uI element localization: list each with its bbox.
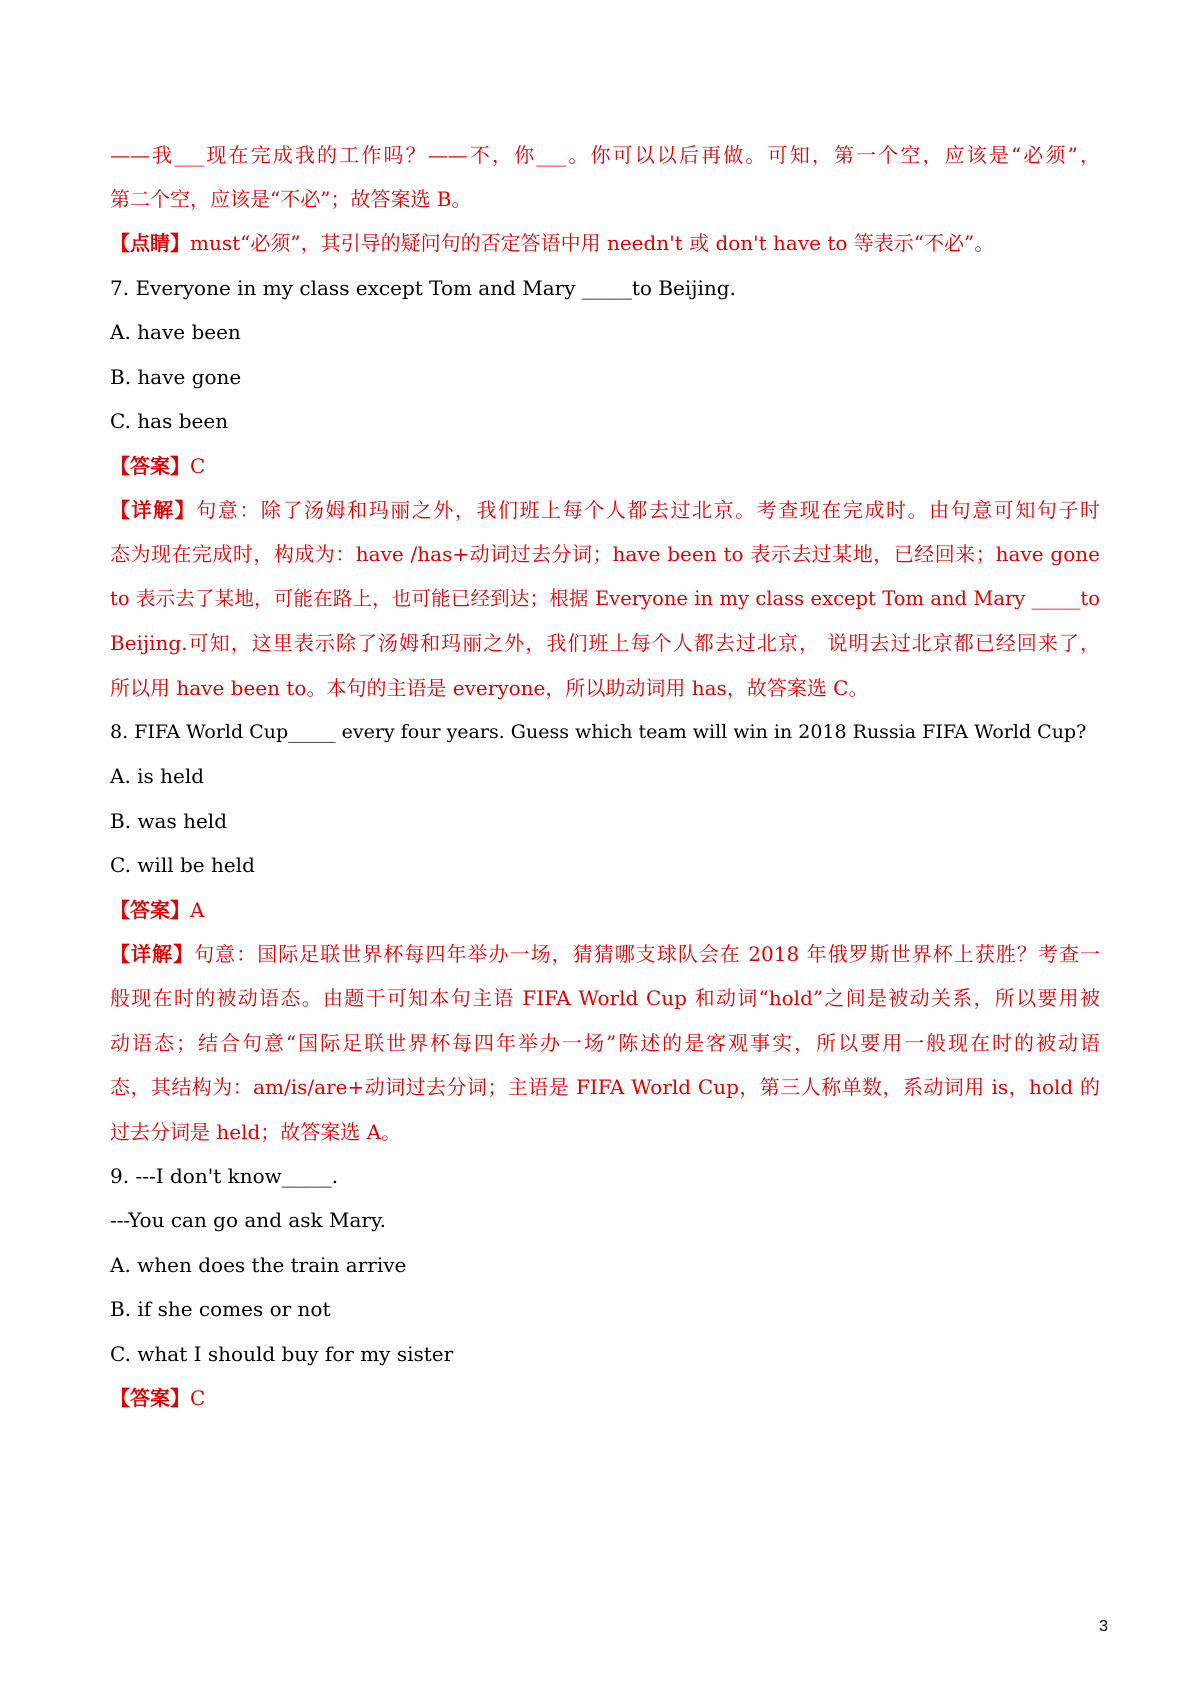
q9-option-c: C. what I should buy for my sister [110, 1342, 454, 1366]
q7-explanation-line: Beijing.可知，这里表示除了汤姆和玛丽之外，我们班上每个人都去过北京， 说明去过北京都已经回来了， [110, 631, 1100, 655]
answer-value: C [190, 454, 206, 478]
q8-explanation-line: 过去分词是 held；故答案选 A。 [110, 1120, 402, 1144]
explanation-tag: 【详解】 [110, 498, 197, 522]
question-9: 9. ---I don't know_____. [110, 1164, 339, 1188]
q8-option-c: C. will be held [110, 853, 255, 877]
q7-answer [110, 451, 1100, 481]
q7-explanation-line [110, 495, 1100, 525]
q8-answer [110, 895, 1100, 925]
q8-option-b: B. was held [110, 809, 227, 833]
answer-tag: 【答案】 [110, 1386, 190, 1410]
question-7: 7. Everyone in my class except Tom and Mary _____to Beijing. [110, 276, 736, 300]
q8-explanation-line: 动语态；结合句意“国际足联世界杯每四年举办一场”陈述的是客观事实，所以要用一般现在时的被动语 [110, 1031, 1100, 1055]
q7-explanation-line: 所以用 have been to。本句的主语是 everyone，所以助动词用 has，故答案选 C。 [110, 676, 869, 700]
explanation-line: ——我___现在完成我的工作吗？——不，你___。你可以以后再做。可知，第一个空，应该是“必须”， [110, 143, 1100, 167]
question-8: 8. FIFA World Cup_____ every four years. Guess which team will win in 2018 Russia FIFA World Cup? [110, 721, 1087, 743]
explanation-line: 第二个空，应该是“不必”；故答案选 B。 [110, 187, 472, 211]
q7-option-b: B. have gone [110, 365, 242, 389]
q8-explanation-line: 般现在时的被动语态。由题干可知本句主语 FIFA World Cup 和动词“hold”之间是被动关系，所以要用被 [110, 986, 1100, 1010]
answer-value: A [190, 898, 205, 922]
tip-text: must“必须”，其引导的疑问句的否定答语中用 needn't 或 don't have to 等表示“不必”。 [190, 231, 995, 255]
answer-tag: 【答案】 [110, 454, 190, 478]
q7-option-a: A. have been [110, 320, 241, 344]
q8-option-a: A. is held [110, 764, 205, 788]
q8-explanation-line: 态，其结构为：am/is/are+动词过去分词；主语是 FIFA World Cup，第三人称单数，系动词用 is，hold 的 [110, 1075, 1100, 1099]
q7-option-c: C. has been [110, 409, 229, 433]
tip-line [110, 228, 1100, 258]
explanation-text: 句意：国际足联世界杯每四年举办一场，猜猜哪支球队会在 2018 年俄罗斯世界杯上获胜？考查一 [194, 942, 1100, 966]
q9-option-a: A. when does the train arrive [110, 1253, 407, 1277]
tip-tag: 【点睛】 [110, 231, 190, 255]
q9-option-b: B. if she comes or not [110, 1297, 331, 1321]
question-9-reply: ---You can go and ask Mary. [110, 1208, 386, 1232]
answer-tag: 【答案】 [110, 898, 190, 922]
answer-value: C [190, 1386, 206, 1410]
explanation-text: 句意：除了汤姆和玛丽之外，我们班上每个人都去过北京。考查现在完成时。由句意可知句子时 [196, 498, 1101, 522]
q7-explanation-line: to 表示去了某地，可能在路上，也可能已经到达；根据 Everyone in my class except Tom and Mary _____to [110, 587, 1100, 610]
explanation-tag: 【详解】 [110, 942, 195, 966]
page-number: 3 [1099, 1618, 1108, 1635]
q7-explanation-line: 态为现在完成时，构成为：have /has+动词过去分词；have been to 表示去过某地，已经回来；have gone [110, 542, 1100, 566]
q8-explanation-line [110, 939, 1100, 969]
q9-answer [110, 1383, 1100, 1413]
